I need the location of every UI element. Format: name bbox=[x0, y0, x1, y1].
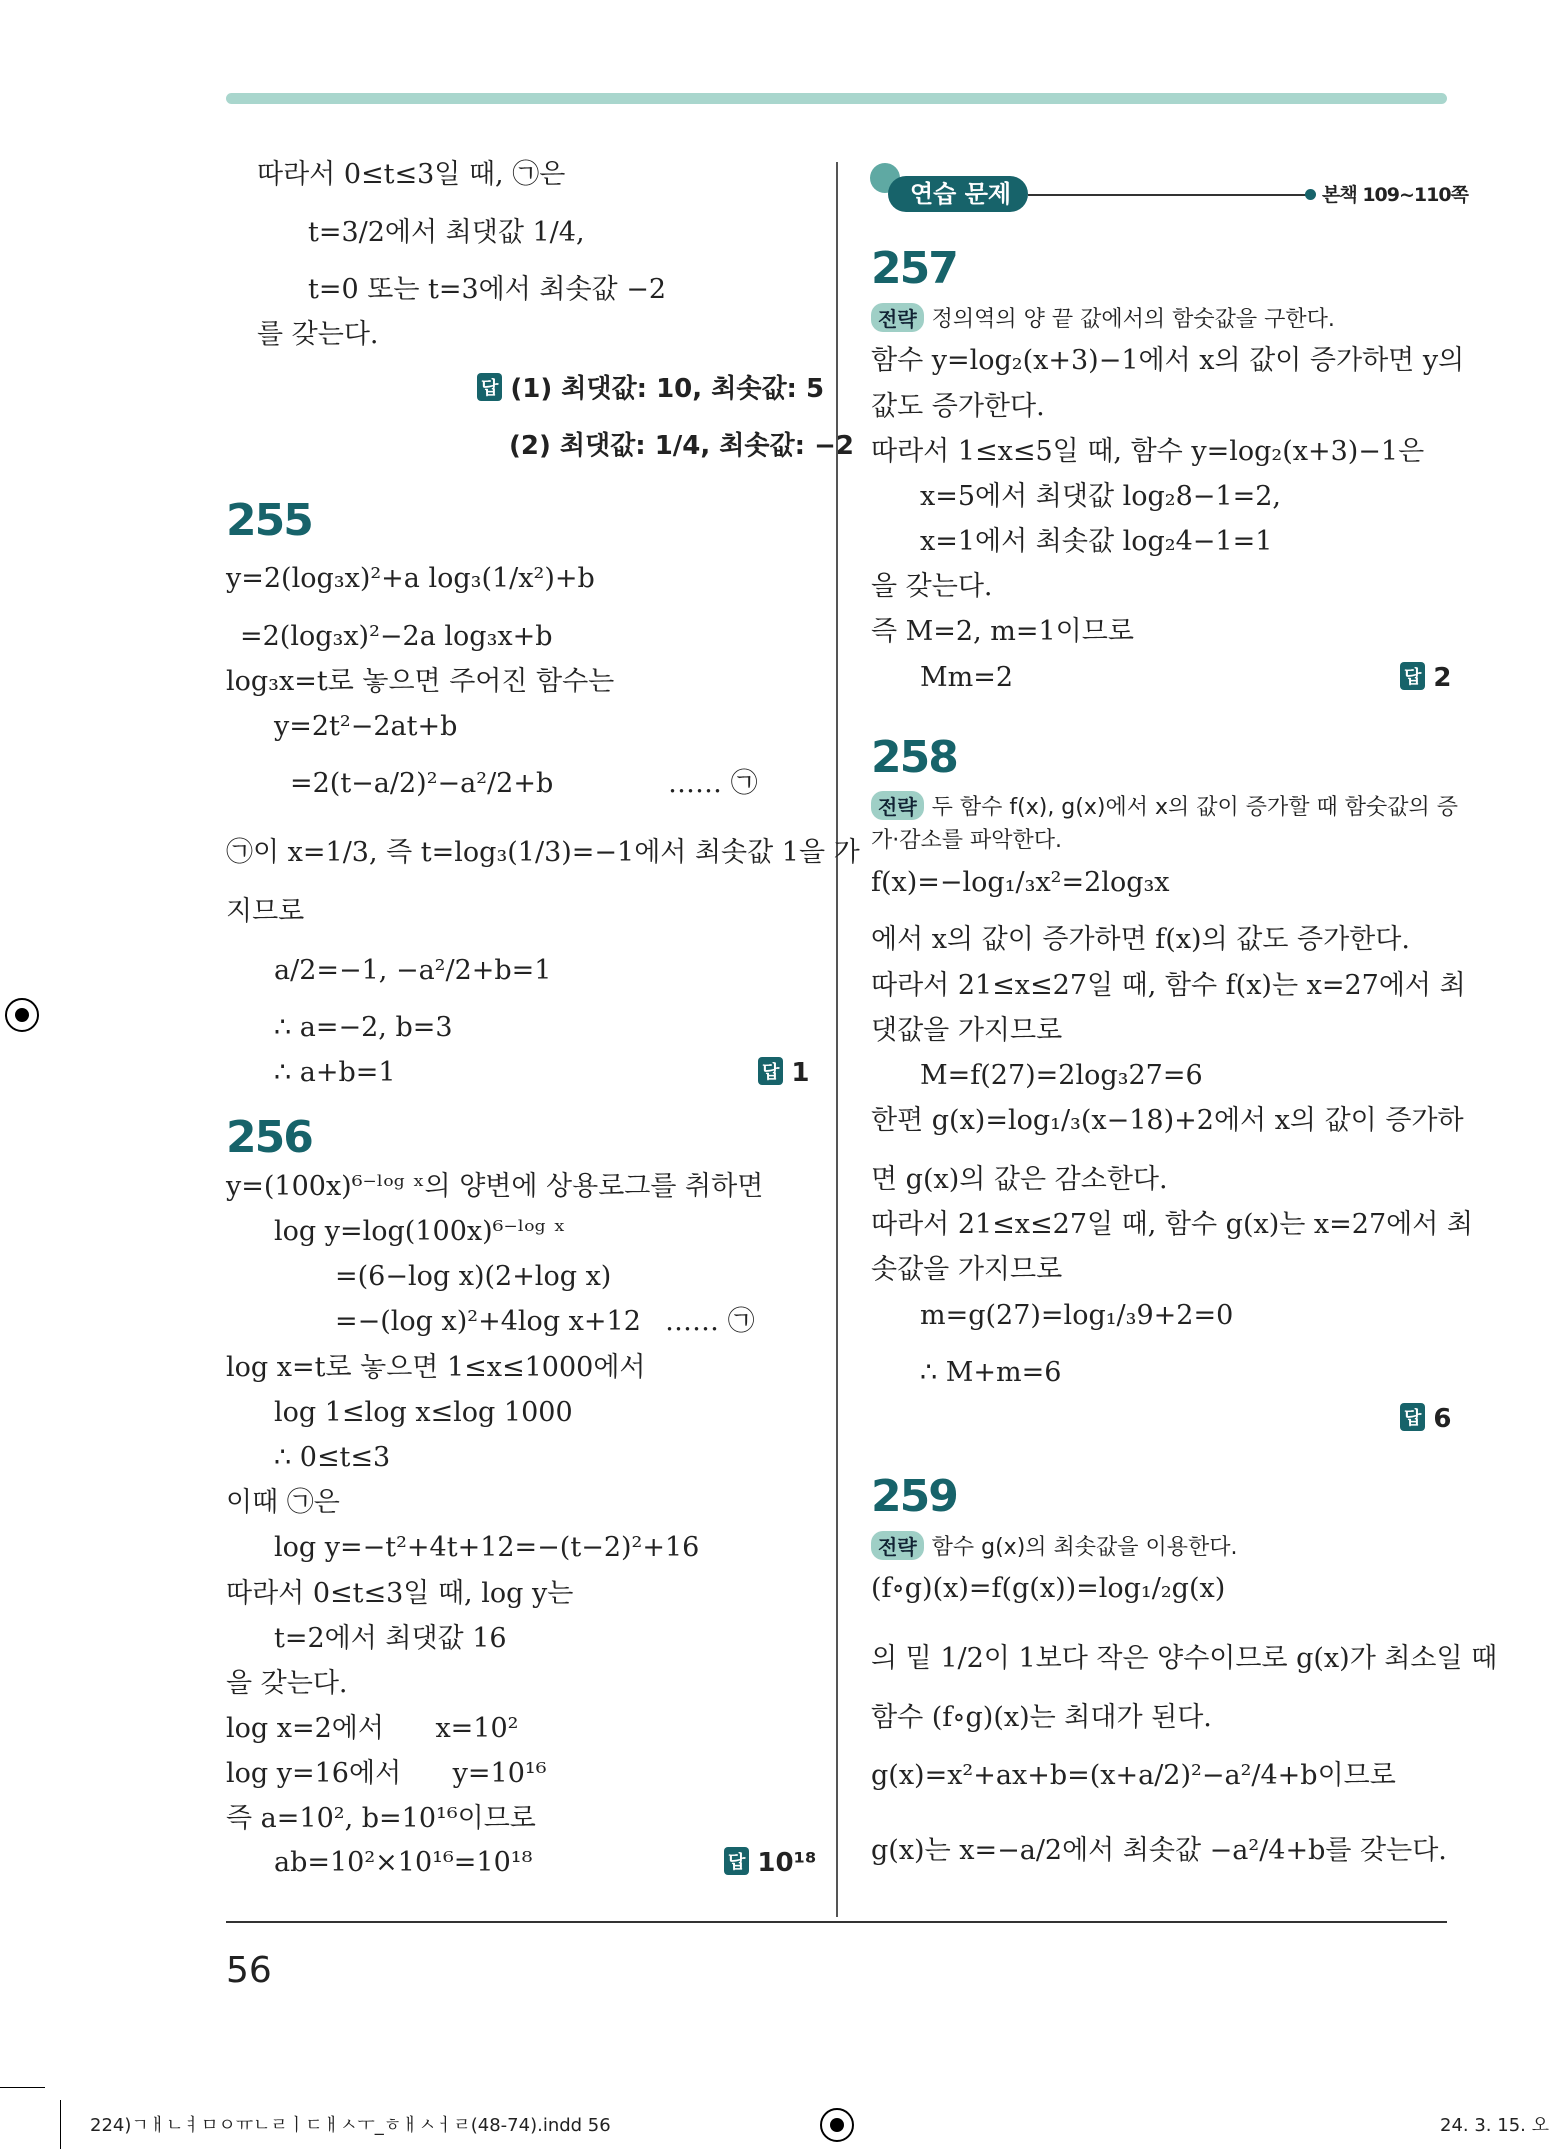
text-line: 따라서 21≤x≤27일 때, 함수 f(x)는 x=27에서 최 bbox=[871, 970, 1466, 1001]
answer-text: 1 bbox=[791, 1058, 810, 1088]
text-line: t=3/2에서 최댓값 1/4, bbox=[308, 217, 585, 248]
text-line: log y=−t²+4t+12=−(t−2)²+16 bbox=[274, 1532, 700, 1563]
strategy-259 bbox=[871, 1530, 1238, 1561]
text-line: m=g(27)=log₁/₃9+2=0 bbox=[920, 1300, 1234, 1331]
problem-number-258: 258 bbox=[871, 732, 957, 783]
text-line: 값도 증가한다. bbox=[871, 391, 1045, 422]
text-line: x=1에서 최솟값 log₂4−1=1 bbox=[920, 526, 1273, 557]
answer-icon: 답 bbox=[1400, 662, 1425, 690]
text-line: 즉 a=10², b=10¹⁶이므로 bbox=[226, 1803, 536, 1834]
answer-255 bbox=[758, 1057, 809, 1088]
header-rule bbox=[1028, 194, 1308, 196]
strategy-tag: 전략 bbox=[871, 791, 924, 820]
registration-mark-icon bbox=[820, 2108, 854, 2142]
bullet-dot-icon bbox=[1305, 189, 1316, 200]
problem-number-256: 256 bbox=[226, 1112, 312, 1163]
equation-marker: …… ㉠ bbox=[665, 1306, 755, 1337]
answer-256 bbox=[724, 1847, 816, 1878]
problem-number-259: 259 bbox=[871, 1471, 957, 1522]
text-line: log y=16에서 y=10¹⁶ bbox=[226, 1758, 547, 1789]
answer-text: 10¹⁸ bbox=[757, 1848, 817, 1878]
registration-mark-icon bbox=[5, 998, 39, 1032]
page-number: 56 bbox=[226, 1950, 272, 1991]
text-line: g(x)는 x=−a/2에서 최솟값 −a²/4+b를 갖는다. bbox=[871, 1835, 1447, 1866]
text-line: y=(100x)⁶⁻ˡᵒᵍ ˣ의 양변에 상용로그를 취하면 bbox=[226, 1171, 764, 1202]
text-line: log x=t로 놓으면 1≤x≤1000에서 bbox=[226, 1352, 646, 1383]
answer-icon: 답 bbox=[724, 1847, 749, 1875]
text-line: a/2=−1, −a²/2+b=1 bbox=[274, 955, 552, 986]
answer-icon: 답 bbox=[477, 373, 502, 401]
top-decorative-bar bbox=[226, 93, 1447, 104]
text-line: log x=2에서 x=10² bbox=[226, 1713, 519, 1744]
strategy-tag: 전략 bbox=[871, 303, 924, 332]
text-line: =2(log₃x)²−2a log₃x+b bbox=[240, 621, 553, 652]
text-line: 함수 y=log₂(x+3)−1에서 x의 값이 증가하면 y의 bbox=[871, 345, 1465, 376]
text-line: 함수 (f∘g)(x)는 최대가 된다. bbox=[871, 1702, 1212, 1733]
text-line: ∴ M+m=6 bbox=[920, 1357, 1062, 1388]
strategy-text: 함수 g(x)의 최솟값을 이용한다. bbox=[931, 1535, 1238, 1560]
answer-text: 6 bbox=[1433, 1404, 1452, 1434]
text-line: 이때 ㉠은 bbox=[226, 1487, 340, 1518]
answer-text: (1) 최댓값: 10, 최솟값: 5 bbox=[510, 374, 825, 404]
strategy-text: 정의역의 양 끝 값에서의 함숫값을 구한다. bbox=[931, 307, 1335, 332]
text-line: t=0 또는 t=3에서 최솟값 −2 bbox=[308, 274, 667, 305]
answer-icon: 답 bbox=[1400, 1403, 1425, 1431]
text-line: 면 g(x)의 값은 감소한다. bbox=[871, 1164, 1168, 1195]
text-line: ∴ a=−2, b=3 bbox=[274, 1012, 453, 1043]
text-line: ∴ a+b=1 bbox=[274, 1057, 396, 1088]
text-line: 를 갖는다. bbox=[257, 319, 379, 350]
strategy-text: 두 함수 f(x), g(x)에서 x의 값이 증가할 때 함숫값의 증 bbox=[931, 795, 1458, 820]
answer-254-2: (2) 최댓값: 1/4, 최솟값: −2 bbox=[509, 431, 854, 461]
answer-254-1 bbox=[477, 368, 824, 405]
text-line: log 1≤log x≤log 1000 bbox=[274, 1397, 573, 1428]
text-line: 을 갖는다. bbox=[871, 571, 993, 602]
crop-mark bbox=[60, 2100, 61, 2149]
text-line: 따라서 1≤x≤5일 때, 함수 y=log₂(x+3)−1은 bbox=[871, 436, 1425, 467]
text-line: 따라서 0≤t≤3일 때, ㉠은 bbox=[257, 159, 566, 190]
answer-text: 2 bbox=[1433, 663, 1452, 693]
text-line: 에서 x의 값이 증가하면 f(x)의 값도 증가한다. bbox=[871, 924, 1410, 955]
text-line: (f∘g)(x)=f(g(x))=log₁/₂g(x) bbox=[871, 1573, 1226, 1604]
text-line: =(6−log x)(2+log x) bbox=[335, 1261, 612, 1292]
text-line: y=2t²−2at+b bbox=[274, 711, 458, 742]
text-line: 즉 M=2, m=1이므로 bbox=[871, 616, 1134, 647]
text-line: t=2에서 최댓값 16 bbox=[274, 1623, 507, 1654]
text-line: 솟값을 가지므로 bbox=[871, 1254, 1063, 1285]
bottom-rule bbox=[226, 1921, 1447, 1923]
answer-icon: 답 bbox=[758, 1057, 783, 1085]
text-line: y=2(log₃x)²+a log₃(1/x²)+b bbox=[226, 563, 595, 594]
section-badge: 연습 문제 bbox=[888, 176, 1028, 212]
text-line: 따라서 0≤t≤3일 때, log y는 bbox=[226, 1578, 574, 1609]
text-line: log₃x=t로 놓으면 주어진 함수는 bbox=[226, 666, 615, 697]
text-line: x=5에서 최댓값 log₂8−1=2, bbox=[920, 481, 1281, 512]
equation-marker: …… ㉠ bbox=[668, 768, 758, 799]
text-line: ㉠이 x=1/3, 즉 t=log₃(1/3)=−1에서 최솟값 1을 가 bbox=[226, 837, 860, 868]
crop-mark bbox=[0, 2087, 45, 2088]
text-line: ab=10²×10¹⁶=10¹⁸ bbox=[274, 1847, 533, 1878]
book-reference: 본책 109~110쪽 bbox=[1322, 184, 1468, 206]
text-line: 따라서 21≤x≤27일 때, 함수 g(x)는 x=27에서 최 bbox=[871, 1209, 1473, 1240]
footer-date: 24. 3. 15. 오 bbox=[1440, 2115, 1549, 2136]
text-line: 댓값을 가지므로 bbox=[871, 1015, 1063, 1046]
text-line: =2(t−a/2)²−a²/2+b bbox=[290, 768, 554, 799]
answer-258 bbox=[1400, 1403, 1451, 1434]
text-line: M=f(27)=2log₃27=6 bbox=[920, 1060, 1203, 1091]
text-line: =−(log x)²+4log x+12 bbox=[335, 1306, 641, 1337]
answer-257 bbox=[1400, 662, 1451, 693]
text-line: ∴ 0≤t≤3 bbox=[274, 1442, 391, 1473]
strategy-257 bbox=[871, 302, 1335, 333]
problem-number-255: 255 bbox=[226, 495, 312, 546]
text-line: g(x)=x²+ax+b=(x+a/2)²−a²/4+b이므로 bbox=[871, 1760, 1396, 1791]
problem-number-257: 257 bbox=[871, 243, 957, 294]
text-line: 한편 g(x)=log₁/₃(x−18)+2에서 x의 값이 증가하 bbox=[871, 1105, 1464, 1136]
text-line: 지므로 bbox=[226, 896, 305, 927]
text-line: f(x)=−log₁/₃x²=2log₃x bbox=[871, 867, 1170, 898]
strategy-tag: 전략 bbox=[871, 1531, 924, 1560]
footer-filename: 224)ㄱㅐㄴㅕㅁㅇㅠㄴㄹㅣㄷㅐㅅㅜ_ㅎㅐㅅㅓㄹ(48-74).indd 56 bbox=[90, 2115, 611, 2136]
strategy-258 bbox=[871, 790, 1458, 821]
text-line: log y=log(100x)⁶⁻ˡᵒᵍ ˣ bbox=[274, 1216, 566, 1247]
text-line: Mm=2 bbox=[920, 662, 1014, 693]
text-line: 을 갖는다. bbox=[226, 1668, 348, 1699]
strategy-258-cont: 가·감소를 파악한다. bbox=[871, 828, 1062, 853]
text-line: 의 밑 1/2이 1보다 작은 양수이므로 g(x)가 최소일 때 bbox=[871, 1643, 1498, 1674]
